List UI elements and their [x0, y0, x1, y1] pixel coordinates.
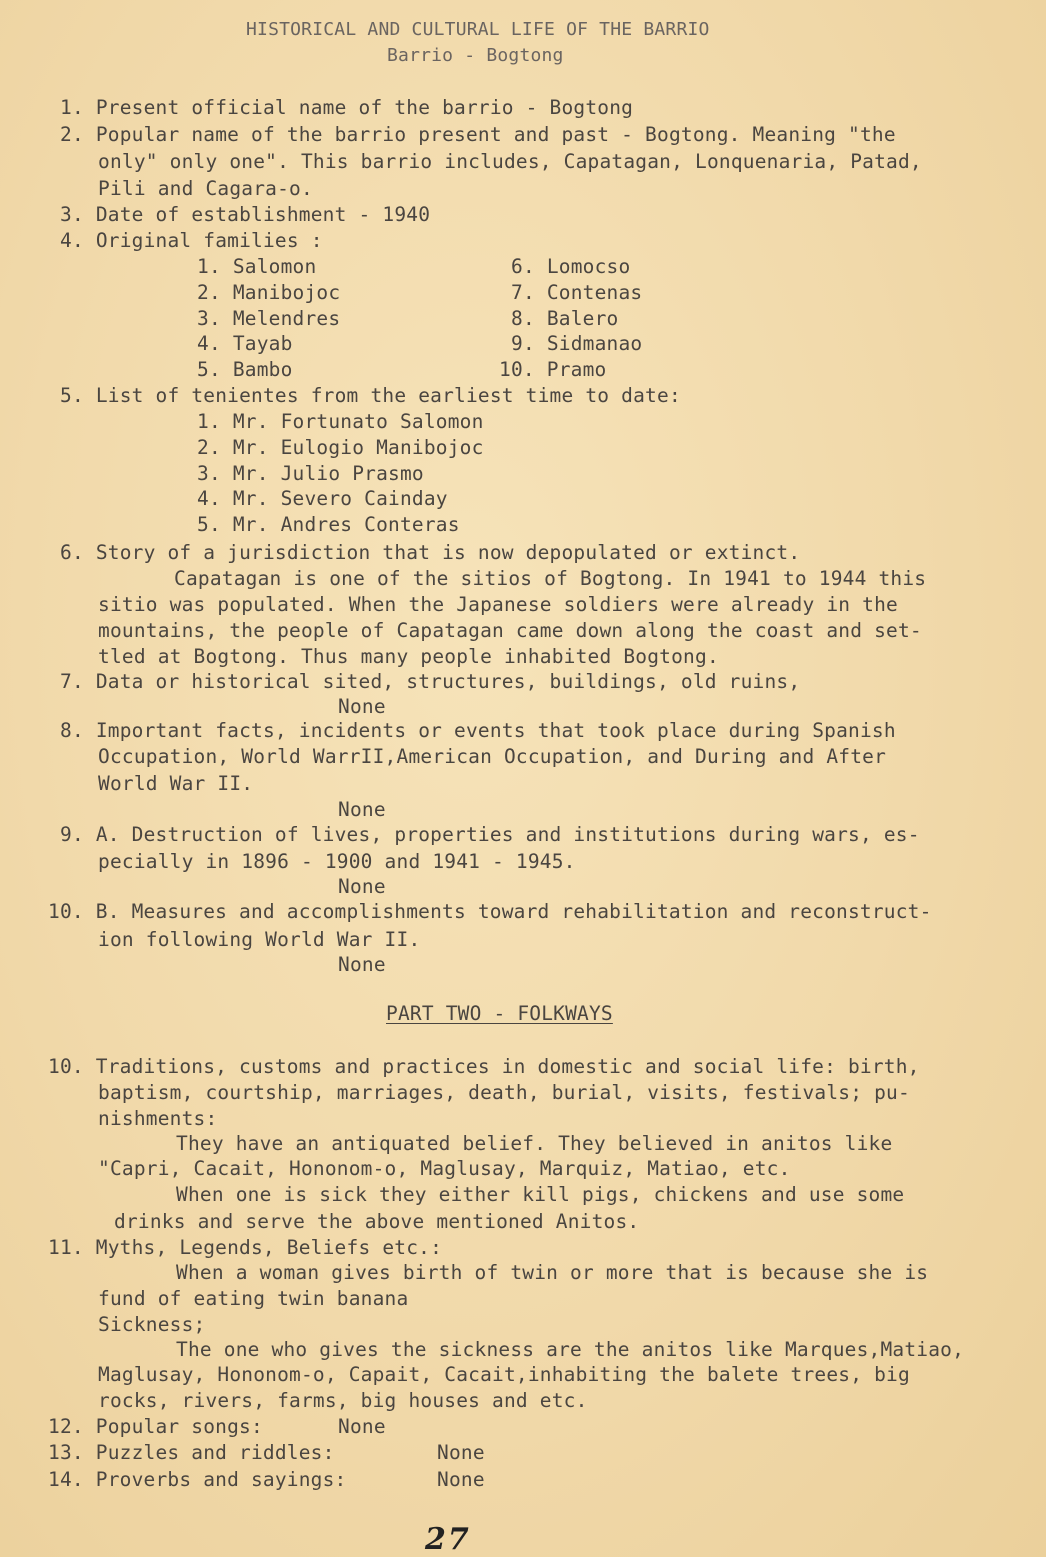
- item-2-line-2: only" only one". This barrio includes, Capatagan, Lonquenaria, Patad,: [98, 150, 922, 173]
- pt2-item-10-line-4: They have an antiquated belief. They believed in anitos like: [176, 1132, 893, 1155]
- family-10: 10. Pramo: [499, 358, 607, 381]
- item-9-line-2: pecially in 1896 - 1900 and 1941 - 1945.: [98, 850, 576, 873]
- pt2-item-10-line-6: When one is sick they either kill pigs, chickens and use some: [176, 1183, 905, 1206]
- family-1: 1. Salomon: [197, 255, 317, 278]
- pt2-item-14-label: 14. Proverbs and sayings:: [48, 1468, 347, 1491]
- pt2-item-11-line-2: When a woman gives birth of twin or more that is because she is: [176, 1261, 929, 1284]
- pt2-item-11-line-6: Maglusay, Hononom-o, Capait, Cacait,inhabiting the balete trees, big: [98, 1363, 910, 1386]
- pt2-item-11-line-3: fund of eating twin banana: [98, 1287, 409, 1310]
- teniente-1: 1. Mr. Fortunato Salomon: [197, 410, 484, 433]
- item-6-line-5: tled at Bogtong. Thus many people inhabited Bogtong.: [98, 645, 719, 668]
- item-9-answer: None: [338, 875, 386, 898]
- teniente-3: 3. Mr. Julio Prasmo: [197, 462, 424, 485]
- teniente-5: 5. Mr. Andres Conteras: [197, 513, 460, 536]
- item-2-line-3: Pili and Cagara-o.: [98, 177, 313, 200]
- item-7-answer: None: [338, 695, 386, 718]
- pt2-item-10-line-5: "Capri, Cacait, Hononom-o, Maglusay, Marquiz, Matiao, etc.: [98, 1157, 791, 1180]
- item-8-answer: None: [338, 798, 386, 821]
- item-2-line-1: 2. Popular name of the barrio present and past - Bogtong. Meaning "the: [60, 123, 896, 146]
- part-two-heading: PART TWO - FOLKWAYS: [386, 1002, 613, 1025]
- item-6-line-4: mountains, the people of Capatagan came down along the coast and set-: [98, 619, 922, 642]
- family-2: 2. Manibojoc: [197, 281, 341, 304]
- item-6-line-1: 6. Story of a jurisdiction that is now depopulated or extinct.: [60, 541, 801, 564]
- family-8: 8. Balero: [511, 307, 619, 330]
- item-10b-answer: None: [338, 953, 386, 976]
- family-3: 3. Melendres: [197, 307, 341, 330]
- page-number: 27: [425, 1522, 471, 1557]
- item-3: 3. Date of establishment - 1940: [60, 203, 431, 226]
- pt2-item-10-line-2: baptism, courtship, marriages, death, burial, visits, festivals; pu-: [98, 1081, 910, 1104]
- item-4: 4. Original families :: [60, 229, 323, 252]
- pt2-item-13-label: 13. Puzzles and riddles:: [48, 1441, 335, 1464]
- item-9-line-1: 9. A. Destruction of lives, properties and institutions during wars, es-: [60, 823, 920, 846]
- family-6: 6. Lomocso: [511, 255, 631, 278]
- pt2-item-14-value: None: [437, 1468, 485, 1491]
- family-4: 4. Tayab: [197, 332, 293, 355]
- teniente-2: 2. Mr. Eulogio Manibojoc: [197, 436, 484, 459]
- item-6-line-2: Capatagan is one of the sitios of Bogtong. In 1941 to 1944 this: [174, 567, 927, 590]
- pt2-item-10-line-7: drinks and serve the above mentioned Anitos.: [114, 1210, 640, 1233]
- document-subtitle: Barrio - Bogtong: [387, 45, 564, 66]
- document-title: HISTORICAL AND CULTURAL LIFE OF THE BARRIO: [246, 19, 710, 40]
- pt2-item-11-line-1: 11. Myths, Legends, Beliefs etc.:: [48, 1236, 443, 1259]
- item-5: 5. List of tenientes from the earliest time to date:: [60, 384, 681, 407]
- item-8-line-3: World War II.: [98, 772, 254, 795]
- pt2-item-10-line-3: nishments:: [98, 1107, 218, 1130]
- item-10b-line-1: 10. B. Measures and accomplishments toward rehabilitation and reconstruct-: [48, 900, 932, 923]
- item-6-line-3: sitio was populated. When the Japanese soldiers were already in the: [98, 593, 898, 616]
- teniente-4: 4. Mr. Severo Cainday: [197, 487, 448, 510]
- item-7: 7. Data or historical sited, structures, buildings, old ruins,: [60, 670, 801, 693]
- pt2-item-11-line-5: The one who gives the sickness are the anitos like Marques,Matiao,: [176, 1338, 965, 1361]
- item-10b-line-2: ion following World War II.: [98, 928, 421, 951]
- pt2-item-13-value: None: [437, 1441, 485, 1464]
- item-1: 1. Present official name of the barrio - Bogtong: [60, 96, 634, 119]
- pt2-item-11-line-4: Sickness;: [98, 1313, 206, 1336]
- pt2-item-10-line-1: 10. Traditions, customs and practices in domestic and social life: birth,: [48, 1055, 920, 1078]
- pt2-item-12-value: None: [338, 1415, 386, 1438]
- pt2-item-12-label: 12. Popular songs:: [48, 1415, 263, 1438]
- pt2-item-11-line-7: rocks, rivers, farms, big houses and etc.: [98, 1389, 588, 1412]
- item-8-line-1: 8. Important facts, incidents or events that took place during Spanish: [60, 719, 896, 742]
- item-8-line-2: Occupation, World WarrII,American Occupation, and During and After: [98, 745, 887, 768]
- family-9: 9. Sidmanao: [511, 332, 643, 355]
- family-7: 7. Contenas: [511, 281, 643, 304]
- family-5: 5. Bambo: [197, 358, 293, 381]
